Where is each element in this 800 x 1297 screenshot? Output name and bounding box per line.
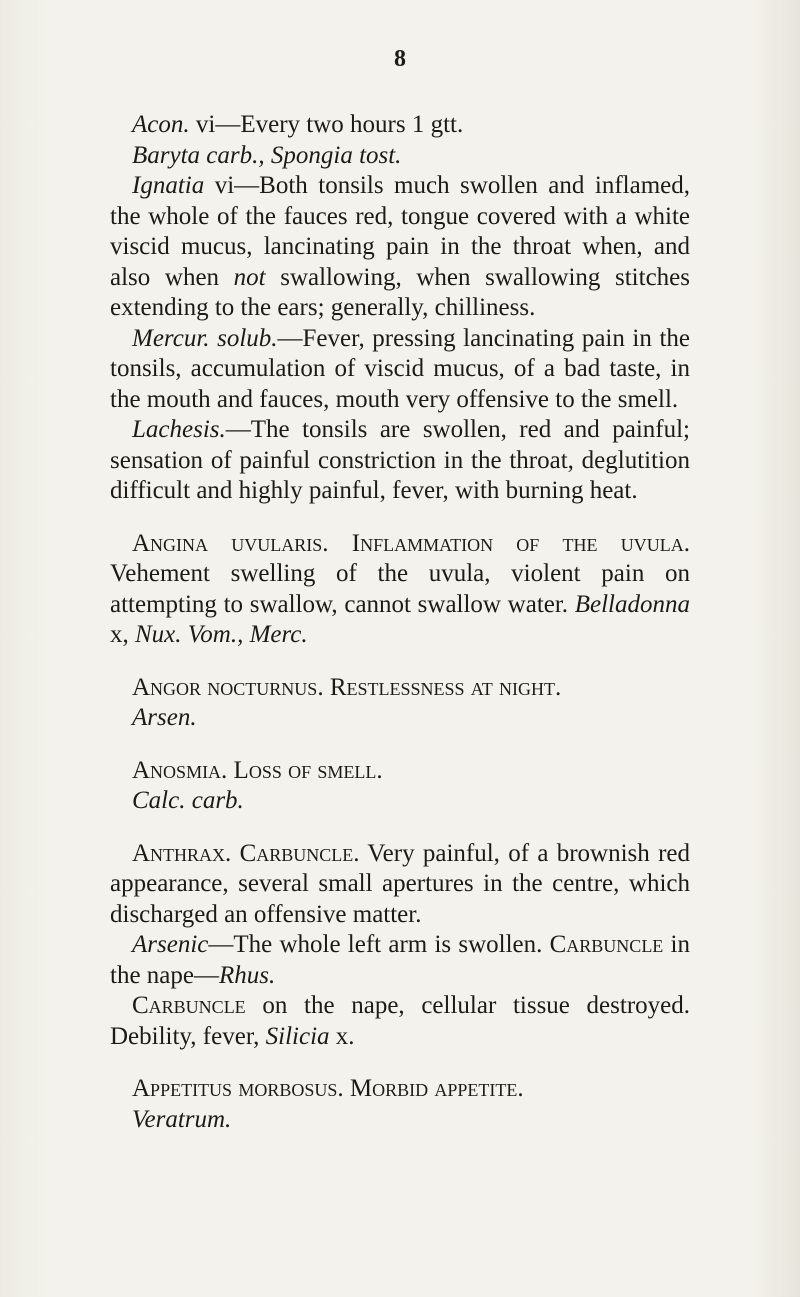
remedy-name: Nux. Vom., Merc.	[135, 621, 308, 648]
paragraph	[110, 529, 690, 651]
text-run: Very painful, of a brownish red appearance, several small apertures in the centre, which discharged an offensive matter.	[110, 839, 690, 928]
entry-heading: Angina uvularis. Inflammation of the uvula.	[132, 529, 690, 557]
paragraph	[110, 1105, 690, 1136]
text-run: on the nape, cellular tissue destroyed. Debility, fever,	[110, 992, 690, 1050]
paragraph-gap	[110, 734, 690, 756]
paragraph	[110, 839, 690, 931]
paragraph	[110, 415, 690, 507]
entry-heading: Carbuncle	[132, 992, 246, 1019]
paragraph	[110, 324, 690, 416]
paragraph	[110, 991, 690, 1052]
remedy-name: Arsenic	[132, 931, 209, 958]
entry-heading: Anthrax. Carbuncle.	[132, 839, 360, 867]
entry-heading: Anosmia. Loss of smell.	[132, 756, 383, 784]
text-run: swallowing, when swallowing stitches extending to the ears; generally, chilliness.	[110, 263, 690, 321]
paragraph-gap	[110, 1052, 690, 1074]
remedy-name: Rhus.	[218, 961, 276, 989]
remedy-name: not	[233, 263, 266, 291]
entry-heading: Appetitus morbosus. Morbid appetite.	[132, 1075, 524, 1102]
paragraph	[110, 930, 690, 991]
paragraph	[110, 171, 690, 324]
text-run: —The whole left arm is swollen.	[208, 931, 550, 958]
text-run: vi—Both tonsils much swollen and inflamed, the whole of the fauces red, tongue covered with a white viscid mucus, lancinating pain in the throat when, and also when	[110, 172, 690, 291]
paragraph	[110, 756, 690, 787]
remedy-name: Arsen.	[132, 704, 197, 731]
paragraph-gap	[110, 817, 690, 839]
text-run: —Fever, pressing lancinating pain in the tonsils, accumulation of viscid mucus, of a bad taste, in the mouth and fauces, mouth very offensive to the smell.	[110, 324, 690, 413]
entry-heading: Carbuncle	[549, 931, 664, 958]
text-run: x.	[329, 1022, 355, 1050]
paragraph	[110, 110, 690, 141]
remedy-name: Belladonna	[574, 590, 690, 618]
remedy-name: Lachesis.	[132, 416, 226, 443]
text-run: Vehement swelling of the uvula, violent pain on attempting to swallow, cannot swallow water.	[110, 560, 690, 618]
paragraph	[110, 673, 690, 704]
remedy-name: Mercur. solub.	[132, 324, 278, 352]
remedy-name: Ignatia	[132, 172, 205, 199]
remedy-name: Acon.	[132, 111, 190, 138]
remedy-name: Baryta carb., Spongia tost.	[132, 141, 402, 169]
text-run: x,	[110, 621, 135, 648]
entry-heading: Angor nocturnus. Restlessness at night.	[132, 673, 562, 701]
paragraph	[110, 141, 690, 172]
remedy-name: Calc. carb.	[132, 787, 244, 814]
paragraph-gap	[110, 651, 690, 673]
text-run: —The tonsils are swollen, red and painful; sensation of painful constriction in the throat, deglutition difficult and highly painful, fever, with burning heat.	[110, 416, 690, 504]
page-number: 8	[394, 46, 406, 72]
paragraph	[110, 1074, 690, 1105]
paragraph	[110, 703, 690, 734]
paragraph	[110, 786, 690, 817]
text-run: vi—Every two hours 1 gtt.	[189, 111, 464, 138]
text-run: in the nape—	[110, 931, 690, 989]
remedy-name: Veratrum.	[132, 1105, 232, 1133]
remedy-name: Silicia	[265, 1022, 330, 1050]
paragraph-gap	[110, 507, 690, 529]
page-body-text	[110, 110, 690, 1135]
